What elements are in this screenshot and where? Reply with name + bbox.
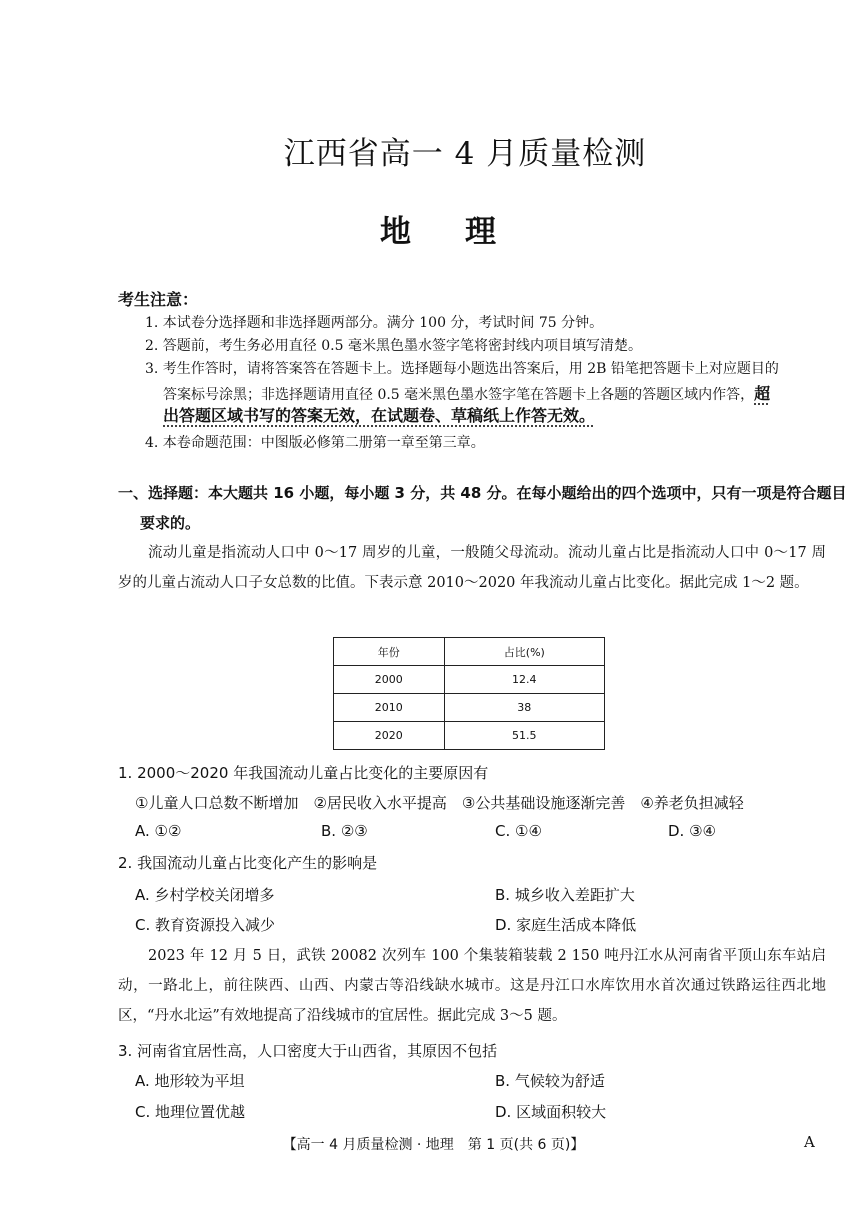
table-cell-ratio: 51.5 xyxy=(444,722,604,750)
question-3-option-d: D. 区域面积较大 xyxy=(495,1103,607,1121)
table-cell-year: 2000 xyxy=(334,666,445,694)
question-2-stem: 2. 我国流动儿童占比变化产生的影响是 xyxy=(118,854,378,872)
passage-2: 2023 年 12 月 5 日，武铁 20082 次列车 100 个集装箱装载 2 150 吨丹江水从河南省平顶山东车站启动，一路北上，前往陕西、山西、内蒙古等沿线缺水城市。这是丹江口水库饮用水首次通过铁路运往西北地区，“丹水北运”有效地提高了沿线城市的宜居性。据此完成 3～5 题。 xyxy=(118,948,826,1024)
notice-emphasis: 出答题区域书写的答案无效，在试题卷、草稿纸上作答无效。 xyxy=(163,406,596,425)
table-row xyxy=(334,666,605,694)
subject-title: 地理 xyxy=(380,214,550,250)
question-2-option-b: B. 城乡收入差距扩大 xyxy=(495,886,635,904)
table-cell-ratio: 38 xyxy=(444,694,604,722)
notice-emphasis-start: 超 xyxy=(754,384,771,403)
notice-item-3-line-1: 3. 考生作答时，请将答案答在答题卡上。选择题每小题选出答案后，用 2B 铅笔把答题卡上对应题目的 xyxy=(145,361,779,377)
table-header-row xyxy=(334,638,605,666)
notice-heading: 考生注意： xyxy=(118,290,199,309)
notice-item-3-line-2-text: 答案标号涂黑；非选择题请用直径 0.5 毫米黑色墨水签字笔在答题卡上各题的答题区域内作答， xyxy=(163,387,755,403)
question-2-option-c: C. 教育资源投入减少 xyxy=(135,916,276,934)
notice-item-1: 1. 本试卷分选择题和非选择题两部分。满分 100 分，考试时间 75 分钟。 xyxy=(145,315,604,331)
question-1-option-b: B. ②③ xyxy=(321,822,368,840)
section-heading-cont: 要求的。 xyxy=(140,514,201,532)
question-1-option-a: A. ①② xyxy=(135,822,182,840)
question-3-stem: 3. 河南省宜居性高，人口密度大于山西省，其原因不包括 xyxy=(118,1042,498,1060)
table-header-ratio: 占比(%) xyxy=(444,638,604,666)
notice-item-4: 4. 本卷命题范围：中图版必修第二册第一章至第三章。 xyxy=(145,435,485,451)
question-1-items: ①儿童人口总数不断增加 ②居民收入水平提高 ③公共基础设施逐渐完善 ④养老负担减轻 xyxy=(135,794,744,812)
question-3-option-b: B. 气候较为舒适 xyxy=(495,1072,605,1090)
table-row xyxy=(334,694,605,722)
section-heading: 一、选择题：本大题共 16 小题，每小题 3 分，共 48 分。在每小题给出的四个选项中，只有一项是符合题目 xyxy=(118,484,847,502)
notice-item-3-line-3 xyxy=(163,403,595,426)
paper-version: A xyxy=(804,1133,815,1151)
question-2-option-a: A. 乡村学校关闭增多 xyxy=(135,886,275,904)
question-1-option-d: D. ③④ xyxy=(668,822,716,840)
question-3-option-a: A. 地形较为平坦 xyxy=(135,1072,245,1090)
question-3-option-c: C. 地理位置优越 xyxy=(135,1103,246,1121)
question-1-stem: 1. 2000～2020 年我国流动儿童占比变化的主要原因有 xyxy=(118,764,489,782)
notice-item-2: 2. 答题前，考生务必用直径 0.5 毫米黑色墨水签字笔将密封线内项目填写清楚。 xyxy=(145,338,642,354)
table-cell-ratio: 12.4 xyxy=(444,666,604,694)
question-2-option-d: D. 家庭生活成本降低 xyxy=(495,916,637,934)
passage-1: 流动儿童是指流动人口中 0～17 周岁的儿童，一般随父母流动。流动儿童占比是指流动人口中 0～17 周岁的儿童占流动人口子女总数的比值。下表示意 2010～2020 年我流动儿童占比变化。据此完成 1～2 题。 xyxy=(118,545,826,591)
exam-title: 江西省高一 4 月质量检测 xyxy=(283,136,647,172)
table-header-year: 年份 xyxy=(334,638,445,666)
notice-item-3-line-2 xyxy=(163,381,770,404)
question-1-option-c: C. ①④ xyxy=(495,822,542,840)
table-cell-year: 2010 xyxy=(334,694,445,722)
table-row xyxy=(334,722,605,750)
table-cell-year: 2020 xyxy=(334,722,445,750)
data-table xyxy=(333,637,605,750)
page-footer: 【高一 4 月质量检测 · 地理 第 1 页(共 6 页)】 xyxy=(282,1137,585,1153)
